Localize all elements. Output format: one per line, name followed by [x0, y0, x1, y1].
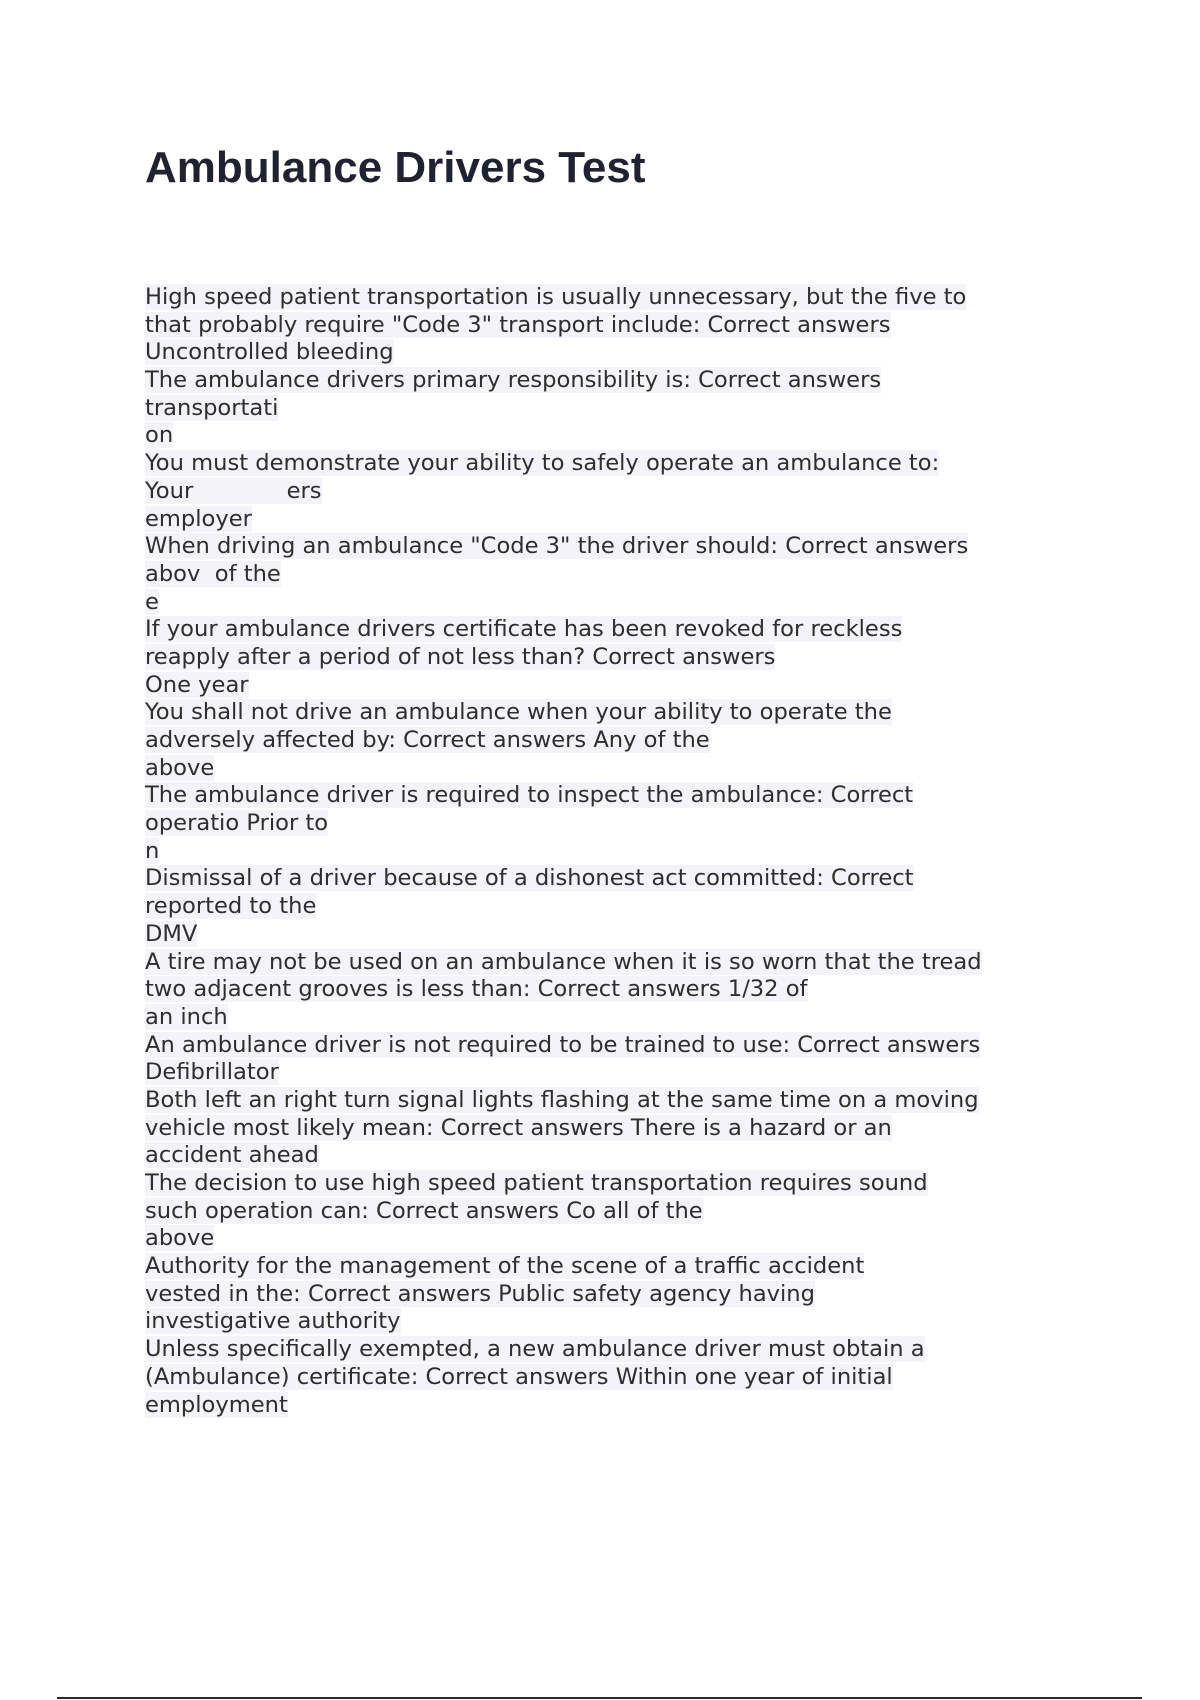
text-line: vested in the: Correct answers Public safety agency having: [145, 1280, 815, 1307]
text-line: The ambulance driver is required to inspect the ambulance: Correct: [145, 782, 914, 809]
text-line: vehicle most likely mean: Correct answers There is a hazard or an: [145, 1114, 892, 1141]
text-line: Uncontrolled bleeding: [145, 339, 394, 366]
text-line: (Ambulance) certificate: Correct answers Within one year of initial: [145, 1363, 893, 1390]
text-line: abov of the: [145, 560, 281, 587]
text-line: A tire may not be used on an ambulance when it is so worn that the tread: [145, 948, 982, 975]
text-line: transportati: [145, 394, 279, 421]
text-line: employer: [145, 505, 252, 532]
text-line: The ambulance drivers primary responsibility is: Correct answers: [145, 367, 882, 394]
text-line: accident ahead: [145, 1142, 319, 1169]
text-line: DMV: [145, 920, 198, 947]
text-line: reported to the: [145, 893, 317, 920]
text-line: such operation can: Correct answers Co all of the: [145, 1197, 703, 1224]
text-line: Dismissal of a driver because of a dishonest act committed: Correct: [145, 865, 914, 892]
text-line: an inch: [145, 1003, 228, 1030]
text-line: An ambulance driver is not required to be trained to use: Correct answers: [145, 1031, 981, 1058]
text-line: You must demonstrate your ability to safely operate an ambulance to:: [145, 450, 940, 477]
text-line: on: [145, 422, 174, 449]
text-line: When driving an ambulance "Code 3" the driver should: Correct answers: [145, 533, 969, 560]
document-title: Ambulance Drivers Test: [145, 143, 646, 192]
footer-divider: [57, 1697, 1142, 1699]
text-line: Your ers: [145, 477, 322, 504]
text-line: High speed patient transportation is usually unnecessary, but the five to: [145, 284, 967, 310]
text-line: You shall not drive an ambulance when your ability to operate the: [145, 699, 892, 726]
text-line: Unless specifically exempted, a new ambulance driver must obtain a: [145, 1336, 925, 1363]
text-line: reapply after a period of not less than? Correct answers: [145, 643, 776, 670]
text-line: One year: [145, 671, 249, 698]
text-line: two adjacent grooves is less than: Correct answers 1/32 of: [145, 976, 808, 1003]
question-answer-text: [145, 284, 1095, 1419]
text-line: investigative authority: [145, 1308, 401, 1335]
text-line: If your ambulance drivers certificate has been revoked for reckless: [145, 616, 903, 643]
text-line: n: [145, 837, 160, 864]
text-line: above: [145, 754, 215, 781]
text-line: Both left an right turn signal lights flashing at the same time on a moving: [145, 1086, 979, 1113]
text-line: Authority for the management of the scene of a traffic accident: [145, 1253, 865, 1280]
text-line: employment: [145, 1391, 288, 1418]
text-line: that probably require "Code 3" transport include: Correct answers: [145, 311, 891, 338]
text-line: adversely affected by: Correct answers Any of the: [145, 727, 710, 753]
text-line: operatio Prior to: [145, 810, 329, 837]
text-line: e: [145, 588, 159, 615]
text-line: Defibrillator: [145, 1059, 279, 1086]
text-line: The decision to use high speed patient transportation requires sound: [145, 1170, 928, 1196]
text-line: above: [145, 1225, 215, 1252]
